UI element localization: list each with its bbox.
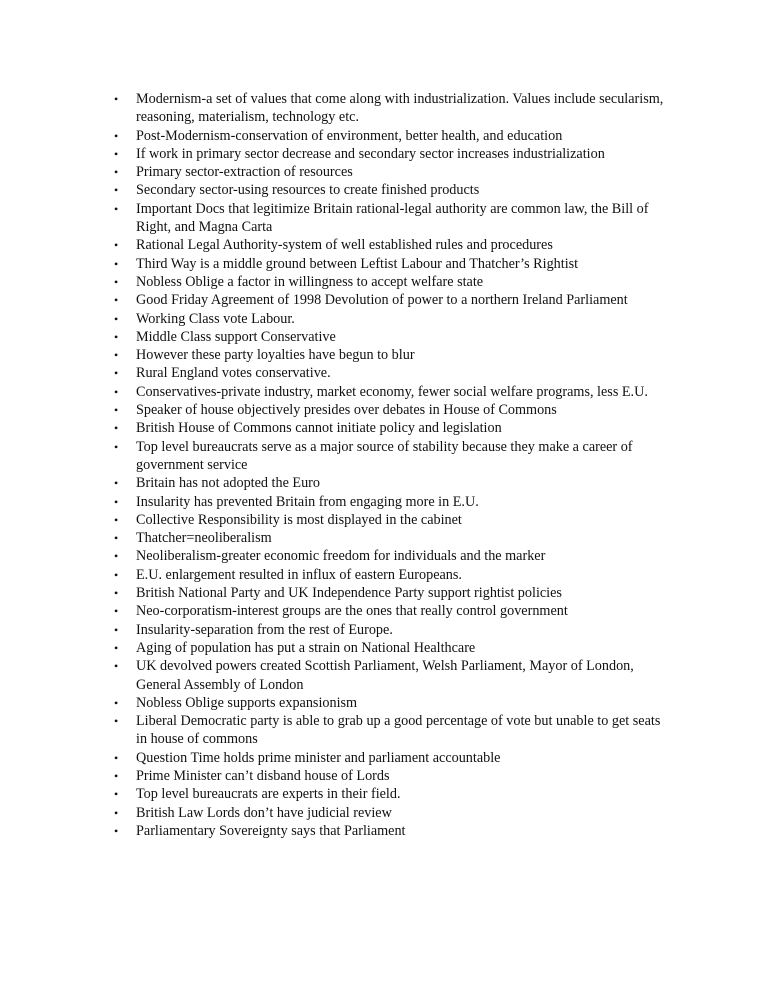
bullet-icon: •	[114, 128, 119, 143]
list-item	[110, 694, 670, 712]
list-item-text: Conservatives-private industry, market economy, fewer social welfare programs, less E.U.	[136, 383, 648, 400]
list-item-text: Nobless Oblige supports expansionism	[136, 694, 358, 711]
list-item-text: Top level bureaucrats serve as a major source of stability because they make a career of government service	[136, 438, 633, 473]
bullet-icon: •	[114, 567, 119, 582]
bullet-icon: •	[114, 531, 119, 546]
list-item-text: Third Way is a middle ground between Leftist Labour and Thatcher’s Rightist	[136, 255, 579, 272]
list-item-text: Liberal Democratic party is able to grab up a good percentage of vote but unable to get seats in house of commons	[136, 713, 661, 748]
list-item	[110, 474, 670, 492]
list-item	[110, 529, 670, 547]
bullet-icon: •	[114, 366, 119, 381]
list-item-text: Prime Minister can’t disband house of Lords	[136, 767, 390, 784]
bullet-icon: •	[114, 659, 119, 674]
list-item-text: Primary sector-extraction of resources	[136, 164, 353, 181]
list-item	[110, 419, 670, 437]
list-item	[110, 145, 670, 163]
list-item	[110, 602, 670, 620]
bullet-icon: •	[114, 622, 119, 637]
bullet-icon: •	[114, 695, 119, 710]
list-item-text: Parliamentary Sovereignty says that Parliament	[136, 822, 406, 839]
list-item-text: Collective Responsibility is most displayed in the cabinet	[136, 511, 462, 528]
list-item-text: Rational Legal Authority-system of well established rules and procedures	[136, 237, 553, 254]
list-item-text: Middle Class support Conservative	[136, 328, 336, 345]
list-item-text: Speaker of house objectively presides over debates in House of Commons	[136, 402, 557, 419]
list-item-text: UK devolved powers created Scottish Parliament, Welsh Parliament, Mayor of London, General Assembly of London	[136, 658, 634, 693]
list-item	[110, 310, 670, 328]
list-item	[110, 438, 670, 475]
bullet-icon: •	[114, 439, 119, 454]
list-item	[110, 328, 670, 346]
bullet-icon: •	[114, 805, 119, 820]
list-item-text: Modernism-a set of values that come along with industrialization. Values include secularism, reasoning, materialism, technology etc.	[136, 91, 664, 126]
list-item	[110, 291, 670, 309]
list-item	[110, 383, 670, 401]
list-item	[110, 127, 670, 145]
list-item-text: Insularity-separation from the rest of Europe.	[136, 621, 393, 638]
list-item-text: Good Friday Agreement of 1998 Devolution of power to a northern Ireland Parliament	[136, 292, 628, 309]
bullet-icon: •	[114, 348, 119, 363]
bullet-icon: •	[114, 311, 119, 326]
list-item-text: British House of Commons cannot initiate policy and legislation	[136, 420, 502, 437]
list-item	[110, 584, 670, 602]
list-item-text: Important Docs that legitimize Britain rational-legal authority are common law, the Bill of Right, and Magna Carta	[136, 200, 649, 236]
bullet-icon: •	[114, 750, 119, 765]
list-item	[110, 236, 670, 254]
bullet-icon: •	[114, 823, 119, 838]
list-item	[110, 90, 670, 127]
bullet-icon: •	[114, 604, 119, 619]
list-item	[110, 657, 670, 694]
list-item-text: British National Party and UK Independence Party support rightist policies	[136, 585, 562, 602]
bullet-icon: •	[114, 238, 119, 253]
list-item-text: Rural England votes conservative.	[136, 365, 331, 382]
list-item	[110, 181, 670, 199]
list-item	[110, 566, 670, 584]
list-item	[110, 511, 670, 529]
bullet-icon: •	[114, 146, 119, 161]
list-item-text: However these party loyalties have begun to blur	[136, 347, 415, 364]
bullet-icon: •	[114, 549, 119, 564]
list-item	[110, 804, 670, 822]
list-item	[110, 273, 670, 291]
list-item-text: Secondary sector-using resources to create finished products	[136, 182, 480, 199]
list-item-text: Neo-corporatism-interest groups are the ones that really control government	[136, 603, 568, 620]
bullet-icon: •	[114, 421, 119, 436]
bullet-icon: •	[114, 494, 119, 509]
list-item-text: If work in primary sector decrease and secondary sector increases industrialization	[136, 145, 605, 162]
list-item-text: E.U. enlargement resulted in influx of eastern Europeans.	[136, 566, 462, 583]
list-item	[110, 639, 670, 657]
bullet-icon: •	[114, 256, 119, 271]
list-item-text: Nobless Oblige a factor in willingness to accept welfare state	[136, 273, 484, 290]
bullet-icon: •	[114, 640, 119, 655]
list-item	[110, 712, 670, 749]
bullet-icon: •	[114, 512, 119, 527]
bullet-icon: •	[114, 274, 119, 289]
list-item-text: Top level bureaucrats are experts in their field.	[136, 786, 401, 803]
list-item-text: Insularity has prevented Britain from engaging more in E.U.	[136, 493, 479, 510]
list-item-text: Neoliberalism-greater economic freedom for individuals and the marker	[136, 548, 546, 565]
list-item	[110, 785, 670, 803]
bullet-icon: •	[114, 92, 119, 106]
list-item	[110, 200, 670, 237]
bullet-list	[110, 90, 670, 840]
bullet-icon: •	[114, 183, 119, 198]
bullet-icon: •	[114, 329, 119, 344]
list-item	[110, 346, 670, 364]
bullet-icon: •	[114, 768, 119, 783]
bullet-icon: •	[114, 201, 119, 216]
list-item-text: Working Class vote Labour.	[136, 310, 295, 327]
bullet-icon: •	[114, 384, 119, 399]
list-item	[110, 822, 670, 840]
bullet-icon: •	[114, 787, 119, 802]
bullet-icon: •	[114, 293, 119, 308]
bullet-icon: •	[114, 714, 119, 729]
list-item-text: Aging of population has put a strain on National Healthcare	[136, 639, 476, 656]
list-item	[110, 749, 670, 767]
list-item-text: Britain has not adopted the Euro	[136, 475, 321, 492]
list-item	[110, 767, 670, 785]
list-item	[110, 547, 670, 565]
list-item-text: Question Time holds prime minister and parliament accountable	[136, 749, 501, 766]
list-item	[110, 364, 670, 382]
list-item	[110, 163, 670, 181]
bullet-icon: •	[114, 403, 119, 418]
bullet-icon: •	[114, 165, 119, 180]
bullet-icon: •	[114, 586, 119, 601]
list-item	[110, 255, 670, 273]
list-item	[110, 493, 670, 511]
list-item	[110, 621, 670, 639]
list-item	[110, 401, 670, 419]
bullet-icon: •	[114, 476, 119, 491]
list-item-text: British Law Lords don’t have judicial review	[136, 804, 392, 821]
list-item-text: Post-Modernism-conservation of environment, better health, and education	[136, 127, 563, 144]
list-item-text: Thatcher=neoliberalism	[136, 530, 272, 547]
